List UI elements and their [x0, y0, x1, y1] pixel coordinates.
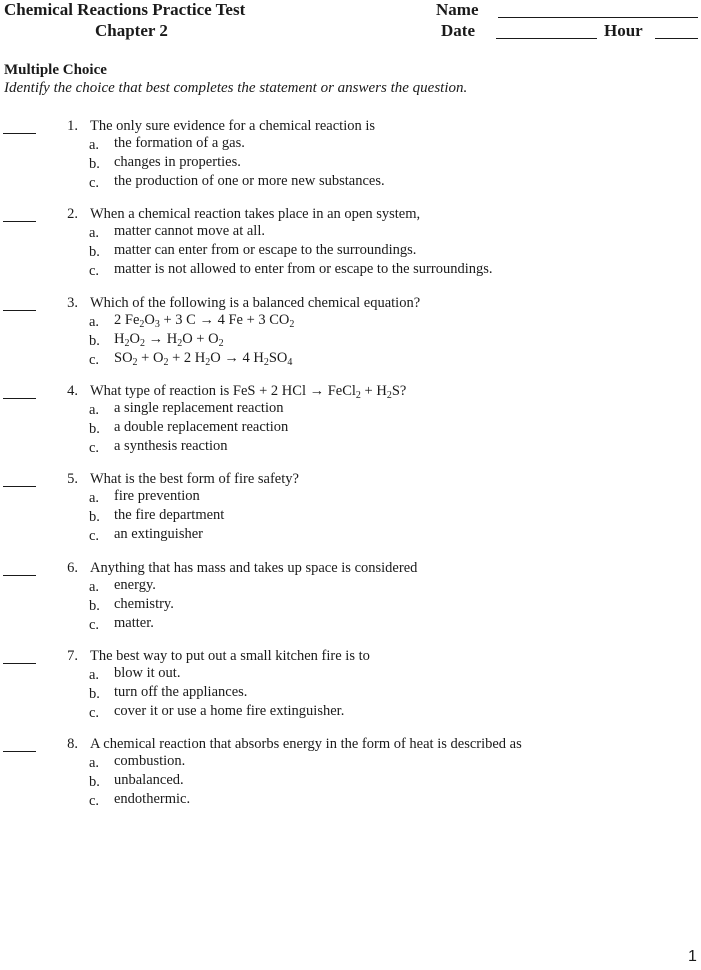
chapter-label: Chapter 2 [95, 21, 168, 40]
question-text: Anything that has mass and takes up space is considered [90, 560, 418, 576]
question-text: What is the best form of fire safety? [90, 471, 299, 487]
option-letter: b. [89, 686, 100, 702]
answer-blank[interactable] [3, 485, 36, 487]
option-letter: b. [89, 421, 100, 437]
option-text: cover it or use a home fire extinguisher. [114, 703, 345, 719]
option-letter: a. [89, 402, 100, 418]
question-text: When a chemical reaction takes place in an open system, [90, 206, 421, 222]
question-number: 1. [67, 118, 78, 134]
hour-label: Hour [604, 21, 643, 40]
option-text: changes in properties. [114, 154, 241, 170]
option-letter: c. [89, 793, 100, 809]
option-text: blow it out. [114, 665, 181, 681]
option-text: matter cannot move at all. [114, 223, 265, 239]
option-letter: c. [89, 617, 100, 633]
option-text: $H_2O_2 \to H_2O + O_2$ [114, 331, 224, 349]
option-text: unbalanced. [114, 772, 184, 788]
option-letter: c. [89, 440, 100, 456]
option-letter: c. [89, 705, 100, 721]
option-letter: c. [89, 528, 100, 544]
section-heading: Multiple Choice [4, 62, 107, 78]
option-text: chemistry. [114, 596, 174, 612]
option-text: $SO_2 + O_2 + 2$ $H_2O \to 4$ $H_2SO_4$ [114, 350, 293, 368]
option-letter: b. [89, 774, 100, 790]
option-letter: a. [89, 667, 100, 683]
option-letter: c. [89, 175, 100, 191]
answer-blank[interactable] [3, 662, 36, 664]
option-text: the fire department [114, 507, 225, 523]
option-text: endothermic. [114, 791, 191, 807]
date-label: Date [441, 21, 475, 40]
test-title: Chemical Reactions Practice Test [4, 0, 246, 19]
question-number: 4. [67, 383, 78, 399]
option-text: a single replacement reaction [114, 400, 284, 416]
question-number: 3. [67, 295, 78, 311]
option-text: a synthesis reaction [114, 438, 228, 454]
question-text: The only sure evidence for a chemical reaction is [90, 118, 376, 134]
question-text: The best way to put out a small kitchen fire is to [90, 648, 370, 664]
name-field[interactable] [498, 1, 698, 18]
option-text: turn off the appliances. [114, 684, 248, 700]
question-text: What type of reaction is FeS + 2 HCl → FeCl$_2$ + $H_2S$? [90, 383, 407, 401]
answer-blank[interactable] [3, 397, 36, 399]
option-text: a double replacement reaction [114, 419, 289, 435]
option-letter: a. [89, 755, 100, 771]
option-text: fire prevention [114, 488, 200, 504]
option-letter: c. [89, 352, 100, 368]
option-text: the production of one or more new substances. [114, 173, 385, 189]
option-letter: b. [89, 244, 100, 260]
option-letter: a. [89, 137, 100, 153]
option-letter: b. [89, 156, 100, 172]
option-text: an extinguisher [114, 526, 203, 542]
question-number: 7. [67, 648, 78, 664]
answer-blank[interactable] [3, 750, 36, 752]
answer-blank[interactable] [3, 132, 36, 134]
question-number: 6. [67, 560, 78, 576]
option-letter: a. [89, 579, 100, 595]
question-number: 5. [67, 471, 78, 487]
answer-blank[interactable] [3, 220, 36, 222]
question-number: 8. [67, 736, 78, 752]
option-text: the formation of a gas. [114, 135, 245, 151]
answer-blank[interactable] [3, 574, 36, 576]
question-text: Which of the following is a balanced chemical equation? [90, 295, 421, 311]
date-field[interactable] [496, 22, 597, 39]
section-instructions: Identify the choice that best completes the statement or answers the question. [4, 80, 468, 96]
option-text: matter is not allowed to enter from or escape to the surroundings. [114, 261, 493, 277]
answer-blank[interactable] [3, 309, 36, 311]
option-text: 2 $Fe_2O_3 + 3$ C → 4 Fe + 3 $CO_2$ [114, 312, 295, 330]
question-number: 2. [67, 206, 78, 222]
hour-field[interactable] [655, 22, 698, 39]
option-text: matter can enter from or escape to the surroundings. [114, 242, 417, 258]
option-letter: b. [89, 333, 100, 349]
option-letter: b. [89, 509, 100, 525]
option-letter: c. [89, 263, 100, 279]
option-text: matter. [114, 615, 154, 631]
option-text: combustion. [114, 753, 186, 769]
option-letter: b. [89, 598, 100, 614]
option-letter: a. [89, 225, 100, 241]
name-label: Name [436, 0, 479, 19]
option-text: energy. [114, 577, 156, 593]
option-letter: a. [89, 490, 100, 506]
question-text: A chemical reaction that absorbs energy in the form of heat is described as [90, 736, 522, 752]
option-letter: a. [89, 314, 100, 330]
page-number: 1 [688, 948, 697, 965]
